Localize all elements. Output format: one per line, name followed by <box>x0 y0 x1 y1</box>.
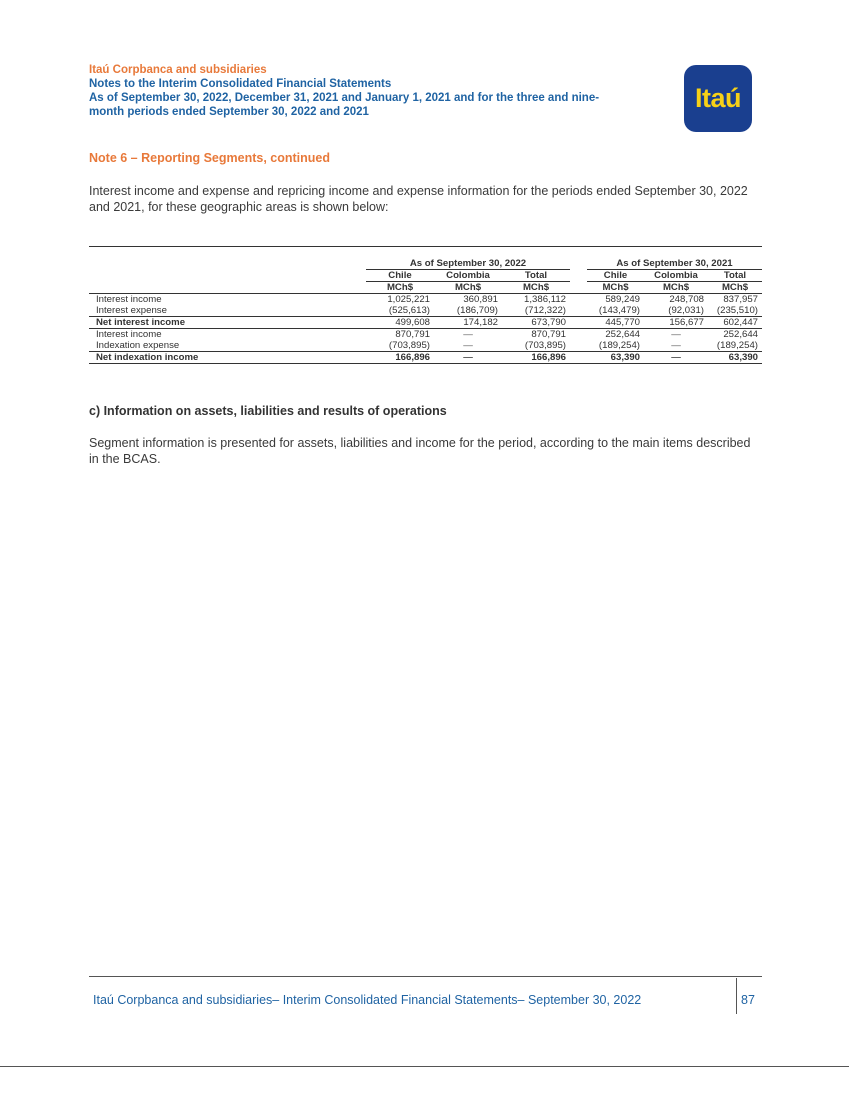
col-total-2021: Total <box>708 270 762 282</box>
cell-value: 174,182 <box>434 317 502 329</box>
header-period-line-1: As of September 30, 2022, December 31, 2021 and January 1, 2021 and for the three and nine- <box>89 92 600 104</box>
cell-value: (189,254) <box>716 340 758 351</box>
cell-value: 870,791 <box>395 329 430 340</box>
row-label: Indexation expense <box>96 340 180 351</box>
footer-text: Itaú Corpbanca and subsidiaries– Interim Consolidated Financial Statements– September 30, 2022 <box>93 993 642 1007</box>
logo-text: Itaú <box>694 83 741 113</box>
header-period-line-2: month periods ended September 30, 2022 and 2021 <box>89 106 369 118</box>
col-chile-2022: Chile <box>366 270 434 282</box>
cell-value: (92,031) <box>668 305 704 316</box>
company-name: Itaú Corpbanca and subsidiaries <box>89 64 267 76</box>
cell-value: 166,896 <box>366 352 434 364</box>
cell-value: — <box>463 329 473 340</box>
unit-label: MCh$ <box>587 282 644 294</box>
cell-value: 589,249 <box>605 294 640 305</box>
unit-label: MCh$ <box>644 282 708 294</box>
cell-value: — <box>644 352 708 364</box>
cell-value: — <box>671 329 681 340</box>
unit-label: MCh$ <box>502 282 570 294</box>
cell-value: 248,708 <box>669 294 704 305</box>
cell-value: 166,896 <box>502 352 570 364</box>
cell-value: — <box>671 340 681 351</box>
cell-value: 156,677 <box>644 317 708 329</box>
period-header-row <box>89 258 762 270</box>
intro-paragraph: Interest income and expense and repricing income and expense information for the periods ended September 30, 2022 and 2021, for these geographic areas is shown below: <box>89 184 748 214</box>
col-total-2022: Total <box>502 270 570 282</box>
cell-value: 63,390 <box>587 352 644 364</box>
period-2022: As of September 30, 2022 <box>366 258 570 270</box>
unit-label: MCh$ <box>366 282 434 294</box>
cell-value: — <box>463 340 473 351</box>
cell-value: 602,447 <box>708 317 762 329</box>
cell-value: (703,895) <box>524 340 566 351</box>
cell-value: (235,510) <box>716 305 758 316</box>
col-chile-2021: Chile <box>587 270 644 282</box>
table-row-total <box>89 352 762 364</box>
itau-logo <box>684 65 752 132</box>
cell-value: 252,644 <box>605 329 640 340</box>
footer-separator <box>736 978 737 1014</box>
cell-value: 673,790 <box>502 317 570 329</box>
section-c-title: c) Information on assets, liabilities and results of operations <box>89 404 447 418</box>
unit-label: MCh$ <box>434 282 502 294</box>
row-label: Interest expense <box>96 305 167 316</box>
row-label: Net indexation income <box>89 352 366 364</box>
header-title: Notes to the Interim Consolidated Financial Statements <box>89 78 392 90</box>
cell-value: (189,254) <box>598 340 640 351</box>
document-header <box>89 63 659 119</box>
row-label: Interest income <box>96 329 162 340</box>
cell-value: 63,390 <box>708 352 762 364</box>
unit-label: MCh$ <box>708 282 762 294</box>
cell-value: (186,709) <box>456 305 498 316</box>
cell-value: 870,791 <box>531 329 566 340</box>
cell-value: (143,479) <box>598 305 640 316</box>
period-2021: As of September 30, 2021 <box>587 258 762 270</box>
table-row <box>89 294 762 306</box>
row-label: Net interest income <box>89 317 366 329</box>
col-colombia-2022: Colombia <box>434 270 502 282</box>
page-number: 87 <box>741 993 755 1007</box>
table-row <box>89 305 762 317</box>
cell-value: 837,957 <box>723 294 758 305</box>
cell-value: 1,025,221 <box>387 294 430 305</box>
column-header-row <box>89 270 762 282</box>
unit-header-row <box>89 282 762 294</box>
cell-value: 252,644 <box>723 329 758 340</box>
table-row <box>89 329 762 341</box>
page-bottom-edge <box>0 1066 849 1067</box>
cell-value: — <box>434 352 502 364</box>
cell-value: 360,891 <box>463 294 498 305</box>
note-title: Note 6 – Reporting Segments, continued <box>89 151 330 165</box>
cell-value: (703,895) <box>388 340 430 351</box>
row-label: Interest income <box>96 294 162 305</box>
cell-value: (525,613) <box>388 305 430 316</box>
footer-divider <box>89 976 762 977</box>
cell-value: (712,322) <box>524 305 566 316</box>
cell-value: 1,386,112 <box>524 294 566 305</box>
section-c-paragraph: Segment information is presented for assets, liabilities and income for the period, according to the main items described in the BCAS. <box>89 436 751 466</box>
segments-table <box>89 246 762 364</box>
cell-value: 445,770 <box>587 317 644 329</box>
table-row <box>89 340 762 352</box>
table-row-total <box>89 317 762 329</box>
col-colombia-2021: Colombia <box>644 270 708 282</box>
cell-value: 499,608 <box>366 317 434 329</box>
